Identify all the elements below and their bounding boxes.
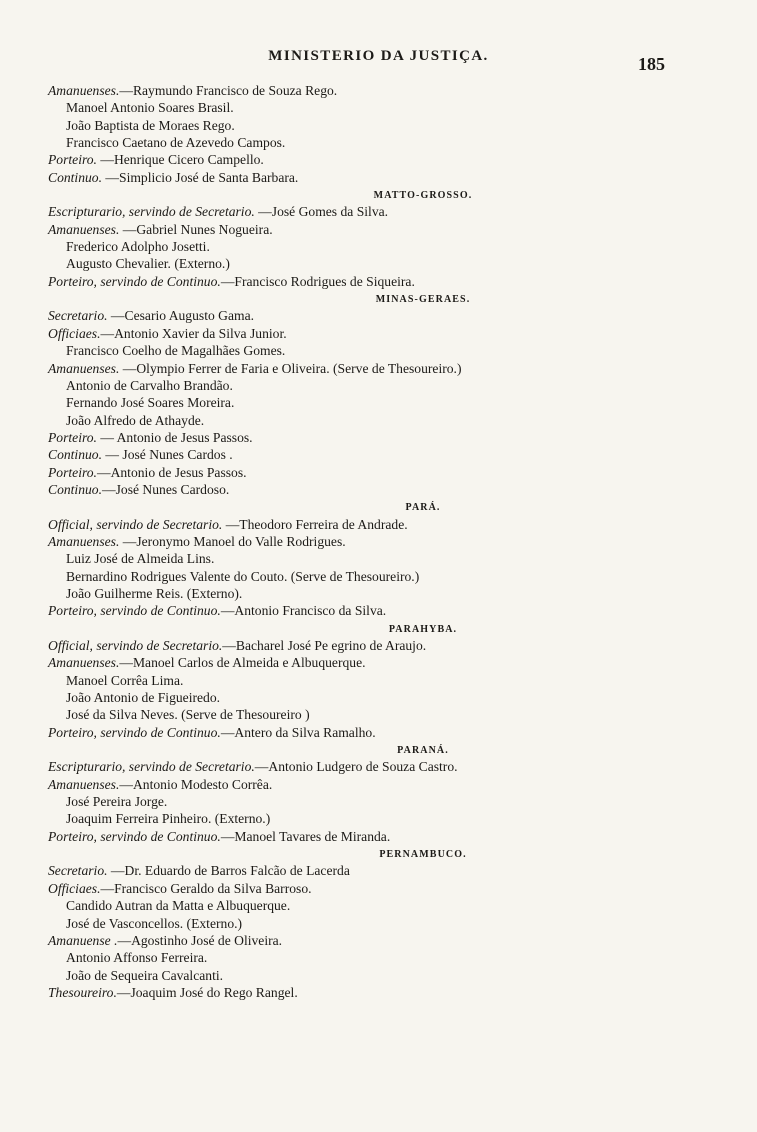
person-name: — José Nunes Cardos . (102, 447, 233, 463)
listing-line (48, 464, 628, 481)
role-title: Amanuenses. (48, 776, 120, 792)
listing-line (48, 915, 628, 932)
role-title: Porteiro, servindo de Continuo. (48, 724, 221, 740)
listing-line (48, 151, 628, 168)
person-name: João Baptista de Moraes Rego. (66, 117, 235, 133)
role-title: Secretario. (48, 863, 108, 879)
person-name: —Raymundo Francisco de Souza Rego. (119, 83, 338, 98)
role-title: Porteiro. (48, 429, 97, 445)
person-name: Francisco Coelho de Magalhães Gomes. (66, 343, 286, 359)
listing-line (48, 238, 628, 255)
listing-line (48, 758, 628, 775)
role-title: Amanuenses. (48, 83, 120, 98)
person-name: —Antero da Silva Ramalho. (220, 724, 376, 740)
page-number: 185 (638, 54, 665, 74)
listing-line (48, 689, 628, 706)
listing-line (48, 897, 628, 914)
person-name: —Francisco Geraldo da Silva Barroso. (100, 880, 312, 896)
listing-line (48, 446, 628, 463)
role-title: Porteiro, servindo de Continuo. (48, 273, 221, 289)
person-name: —Agostinho José de Oliveira. (117, 932, 283, 948)
page-title: MINISTERIO DA JUSTIÇA. (268, 48, 489, 64)
listing-line (48, 810, 628, 827)
listing-line (48, 516, 628, 533)
person-name: — Antonio de Jesus Passos. (96, 429, 253, 445)
person-name: —Antonio Francisco da Silva. (220, 603, 387, 619)
person-name: —Jeronymo Manoel do Valle Rodrigues. (119, 533, 346, 549)
listing-line (48, 429, 628, 446)
role-title: Continuo. (48, 169, 103, 185)
listing-line (48, 602, 628, 619)
person-name: Joaquim Ferreira Pinheiro. (Externo.) (66, 811, 271, 827)
person-name: Bernardino Rodrigues Valente do Couto. (Serve de Thesoureiro.) (66, 568, 420, 584)
person-name: João de Sequeira Cavalcanti. (66, 967, 224, 983)
person-name: —Olympio Ferrer de Faria e Oliveira. (Serve de Thesoureiro.) (119, 360, 462, 376)
section-heading: PERNAMBUCO. (379, 849, 467, 861)
role-title: Official, servindo de Secretario. (48, 516, 223, 532)
person-name: Fernando José Soares Moreira. (66, 395, 235, 411)
person-name: Francisco Caetano de Azevedo Campos. (66, 135, 286, 151)
listing-line (48, 273, 628, 290)
listing-line (48, 481, 628, 498)
person-name: João Antonio de Figueiredo. (66, 690, 221, 706)
listing-line (48, 984, 628, 1001)
person-name: —Manoel Tavares de Miranda. (220, 828, 391, 844)
listing-line (48, 568, 628, 585)
listing-line (48, 342, 628, 359)
listing-line (48, 932, 628, 949)
role-title: Continuo. (48, 481, 103, 497)
person-name: João Guilherme Reis. (Externo). (66, 585, 243, 601)
role-title: Continuo. (48, 447, 103, 463)
role-title: Officiaes. (48, 880, 101, 896)
listing-line (48, 967, 628, 984)
staff-listing (48, 82, 628, 1001)
person-name: —Henrique Cicero Campello. (96, 152, 264, 168)
role-title: Official, servindo de Secretario. (48, 638, 223, 653)
person-name: —Dr. Eduardo de Barros Falcão de Lacerda (107, 863, 350, 879)
listing-line (48, 585, 628, 602)
person-name: Manoel Corrêa Lima. (66, 672, 184, 688)
listing-line (48, 134, 628, 151)
person-name: —Antonio Ludgero de Souza Castro. (254, 759, 458, 775)
person-name: —Gabriel Nunes Nogueira. (119, 221, 273, 237)
listing-line (48, 169, 628, 186)
section-heading: MATTO-GROSSO. (373, 190, 473, 202)
person-name: José de Vasconcellos. (Externo.) (66, 915, 243, 931)
person-name: —Manoel Carlos de Almeida e Albuquerque. (119, 655, 366, 671)
role-title: Escripturario, servindo de Secretario. (48, 204, 255, 220)
person-name: Frederico Adolpho Josetti. (66, 239, 210, 255)
person-name: —Antonio Modesto Corrêa. (119, 776, 273, 792)
listing-line (48, 949, 628, 966)
person-name: —Simplicio José de Santa Barbara. (102, 169, 299, 185)
listing-line (48, 82, 628, 99)
listing-line (48, 221, 628, 238)
listing-line (48, 360, 628, 377)
person-name: Luiz José de Almeida Lins. (66, 551, 215, 567)
listing-line (48, 550, 628, 567)
person-name: —Antonio Xavier da Silva Junior. (100, 325, 287, 341)
listing-line (48, 394, 628, 411)
listing-line (48, 99, 628, 116)
role-title: Amanuenses. (48, 533, 120, 549)
person-name: José Pereira Jorge. (66, 794, 168, 810)
listing-line (48, 654, 628, 671)
listing-line (48, 307, 628, 324)
listing-line (48, 117, 628, 134)
listing-line (48, 377, 628, 394)
person-name: —José Gomes da Silva. (254, 204, 389, 220)
listing-line (48, 255, 628, 272)
role-title: Porteiro, servindo de Continuo. (48, 603, 221, 619)
role-title: Escripturario, servindo de Secretario. (48, 759, 255, 775)
person-name: —Francisco Rodrigues de Siqueira. (220, 273, 415, 289)
person-name: Candido Autran da Matta e Albuquerque. (66, 898, 291, 914)
listing-line (48, 412, 628, 429)
role-title: Amanuense . (48, 932, 118, 948)
person-name: —Bacharel José Pe egrino de Araujo. (222, 638, 427, 653)
role-title: Porteiro. (48, 464, 97, 480)
person-name: —Cesario Augusto Gama. (107, 308, 255, 324)
role-title: Thesoureiro. (48, 984, 117, 1000)
person-name: Antonio de Carvalho Brandão. (66, 377, 233, 393)
role-title: Amanuenses. (48, 221, 120, 237)
person-name: —Antonio de Jesus Passos. (96, 464, 247, 480)
section-heading: PARÁ. (405, 502, 441, 514)
section-heading: PARANÁ. (397, 745, 449, 757)
person-name: Augusto Chevalier. (Externo.) (66, 256, 230, 272)
person-name: —José Nunes Cardoso. (102, 481, 230, 497)
role-title: Amanuenses. (48, 360, 120, 376)
listing-line (48, 793, 628, 810)
listing-line (48, 776, 628, 793)
listing-line (48, 862, 628, 879)
role-title: Secretario. (48, 308, 108, 324)
person-name: Antonio Affonso Ferreira. (66, 950, 208, 966)
section-heading: PARAHYBA. (388, 623, 458, 635)
listing-line (48, 672, 628, 689)
section-heading: MINAS-GERAES. (375, 294, 471, 306)
listing-line (48, 828, 628, 845)
listing-line (48, 203, 628, 220)
person-name: João Alfredo de Athayde. (66, 412, 205, 428)
person-name: —Theodoro Ferreira de Andrade. (222, 516, 408, 532)
listing-line (48, 637, 628, 654)
role-title: Porteiro, servindo de Continuo. (48, 828, 221, 844)
role-title: Officiaes. (48, 325, 101, 341)
person-name: —Joaquim José do Rego Rangel. (116, 984, 298, 1000)
listing-line (48, 533, 628, 550)
role-title: Porteiro. (48, 152, 97, 168)
listing-line (48, 325, 628, 342)
listing-line (48, 724, 628, 741)
listing-line (48, 880, 628, 897)
listing-line (48, 706, 628, 723)
person-name: Manoel Antonio Soares Brasil. (66, 100, 234, 116)
role-title: Amanuenses. (48, 655, 120, 671)
person-name: José da Silva Neves. (Serve de Thesoureiro ) (66, 707, 310, 723)
